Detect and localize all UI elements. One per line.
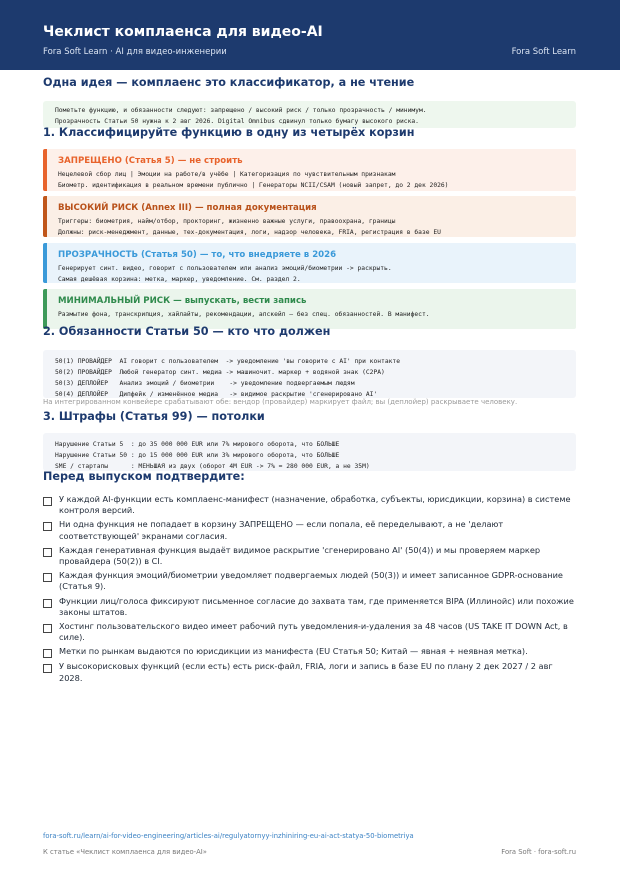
checklist-item-text: Ни одна функция не попадает в корзину ЗАПРЕЩЕНО — если попала, её переделывают, а не 'делают соответствующей' экранами согласия. [59, 519, 504, 541]
bucket-line: Должны: риск-менеджмент, данные, тех-документация, логи, надзор человека, FRIA, регистрация в базе EU [58, 229, 441, 236]
checklist-item [43, 621, 576, 643]
bucket-title: ПРОЗРАЧНОСТЬ (Статья 50) — то, что внедряете в 2026 [58, 250, 337, 260]
bucket-line: Нецелевой сбор лиц | Эмоции на работе/в учёбе | Категоризация по чувствительным признакам [58, 171, 396, 178]
intro-line: Пометьте функцию, и обязанности следуют: запрещено / высокий риск / только прозрачность / минимум. [55, 107, 427, 114]
bucket-line: Самая дешёвая корзина: метка, маркер, уведомление. См. раздел 2. [58, 276, 301, 283]
penalties-code [43, 433, 576, 471]
section2-caption: На интегрированном конвейере срабатывают обе: вендор (провайдер) маркирует файл; вы (деплойер) раскрываете человеку. [43, 398, 518, 406]
footer-brand: Fora Soft · fora-soft.ru [501, 848, 576, 856]
intro-note [43, 101, 576, 128]
section3-heading: 3. Штрафы (Статья 99) — потолки [43, 410, 265, 423]
bucket-title: ЗАПРЕЩЕНО (Статья 5) — не строить [58, 156, 243, 166]
section1-heading: 1. Классифицируйте функцию в одну из четырёх корзин [43, 126, 415, 139]
page-title: Чеклист комплаенса для видео-AI [43, 24, 323, 40]
bucket-line: Генерирует синт. видео, говорит с пользователем или анализ эмоций/биометрии -> раскрыть. [58, 265, 392, 272]
bucket-card-transparency [43, 243, 576, 283]
code-line: 50(1) ПРОВАЙДЕР AI говорит с пользователем -> уведомление 'вы говорите с AI' при контакте [55, 358, 400, 365]
checklist-item-text: У высокорисковых функций (если есть) есть риск-файл, FRIA, логи и запись в базе EU по плану 2 дек 2027 / 2 авг 2028. [59, 661, 553, 683]
bucket-card-prohibited [43, 149, 576, 191]
checklist-item [43, 570, 576, 592]
code-line: Нарушение Статьи 5 : до 35 000 000 EUR или 7% мирового оборота, что БОЛЬШЕ [55, 441, 340, 448]
intro-heading: Одна идея — комплаенс это классификатор, а не чтение [43, 76, 415, 89]
intro-line: Прозрачность Статьи 50 нужна к 2 авг 2026. Digital Omnibus сдвинул только бумагу высокого риска. [55, 118, 419, 125]
checklist-item-text: Метки по рынкам выдаются по юрисдикции из манифеста (EU Статья 50; Китай — явная + неявная метка). [59, 646, 528, 657]
checkbox[interactable] [43, 573, 52, 582]
bucket-card-high-risk [43, 196, 576, 237]
checkbox[interactable] [43, 497, 52, 506]
bucket-card-minimal [43, 289, 576, 329]
code-line: SME / стартапы : МЕНЬШАЯ из двух (оборот 4M EUR -> 7% = 280 000 EUR, а не 35M) [55, 463, 370, 470]
checklist-item [43, 661, 576, 683]
code-line: 50(3) ДЕПЛОЙЕР Анализ эмоций / биометрии -> уведомление подвергаемым людям [55, 380, 355, 387]
bucket-line: Триггеры: биометрия, найм/отбор, прокторинг, жизненно важные услуги, правоохрана, границы [58, 218, 396, 225]
checkbox[interactable] [43, 649, 52, 658]
checklist-item [43, 519, 576, 541]
checklist-item-text: У каждой AI-функции есть комплаенс-манифест (назначение, обработка, субъекты, юрисдикции, корзина) в системе контроля версий. [59, 494, 571, 516]
checklist-item-text: Каждая генеративная функция выдаёт видимое раскрытие 'сгенерировано AI' (50(4)) и мы проверяем маркер провайдера (50(2)) в CI. [59, 544, 541, 567]
checklist-heading: Перед выпуском подтвердите: [43, 470, 245, 483]
code-line: Нарушение Статьи 50 : до 15 000 000 EUR или 3% мирового оборота, что БОЛЬШЕ [55, 452, 340, 459]
brand-label: Fora Soft Learn [511, 47, 576, 57]
checklist-item [43, 494, 576, 516]
checkbox[interactable] [43, 624, 52, 633]
checklist-item [43, 646, 576, 658]
bucket-line: Биометр. идентификация в реальном времени публично | Генераторы NCII/CSAM (новый запрет, до 2 дек 2026) [58, 182, 449, 189]
bucket-line: Размытие фона, транскрипция, хайлайты, рекомендации, апскейл — без спец. обязанностей. В манифест. [58, 311, 430, 318]
article-link[interactable]: fora-soft.ru/learn/ai-for-video-engineering/articles-ai/regulyatornyy-inzhiniring-eu-ai-act-statya-50-biometriya [43, 832, 414, 840]
section2-heading: 2. Обязанности Статьи 50 — кто что должен [43, 325, 331, 338]
code-line: 50(4) ДЕПЛОЙЕР Дипфейк / изменённое медиа -> видимое раскрытие 'сгенерировано AI' [55, 391, 378, 398]
page-header [0, 0, 620, 70]
checkbox[interactable] [43, 599, 52, 608]
page-subtitle: Fora Soft Learn · AI для видео-инженерии [43, 47, 227, 57]
bucket-title: ВЫСОКИЙ РИСК (Annex III) — полная документация [58, 203, 317, 213]
footer-article-ref: К статье «Чеклист комплаенса для видео-AI» [43, 848, 207, 856]
checkbox[interactable] [43, 664, 52, 673]
checkbox[interactable] [43, 548, 52, 557]
checklist-item [43, 596, 576, 618]
checklist-item-text: Функции лиц/голоса фиксируют письменное согласие до захвата там, где применяется BIPA (Иллинойс) или похожие законы штатов. [59, 595, 574, 617]
article50-obligations-code [43, 350, 576, 398]
bucket-title: МИНИМАЛЬНЫЙ РИСК — выпускать, вести запись [58, 296, 307, 306]
prerelease-checklist [43, 494, 576, 687]
checkbox[interactable] [43, 522, 52, 531]
checklist-item-text: Хостинг пользовательского видео имеет рабочий путь уведомления-и-удаления за 48 часов (US TAKE IT DOWN Act, в силе). [59, 621, 568, 643]
code-line: 50(2) ПРОВАЙДЕР Любой генератор синт. медиа -> машиночит. маркер + водяной знак (C2PA) [55, 369, 385, 376]
checklist-item-text: Каждая функция эмоций/биометрии уведомляет подвергаемых людей (50(3)) и имеет записанное GDPR-основание (Статья 9). [59, 570, 563, 592]
checklist-item [43, 545, 576, 567]
